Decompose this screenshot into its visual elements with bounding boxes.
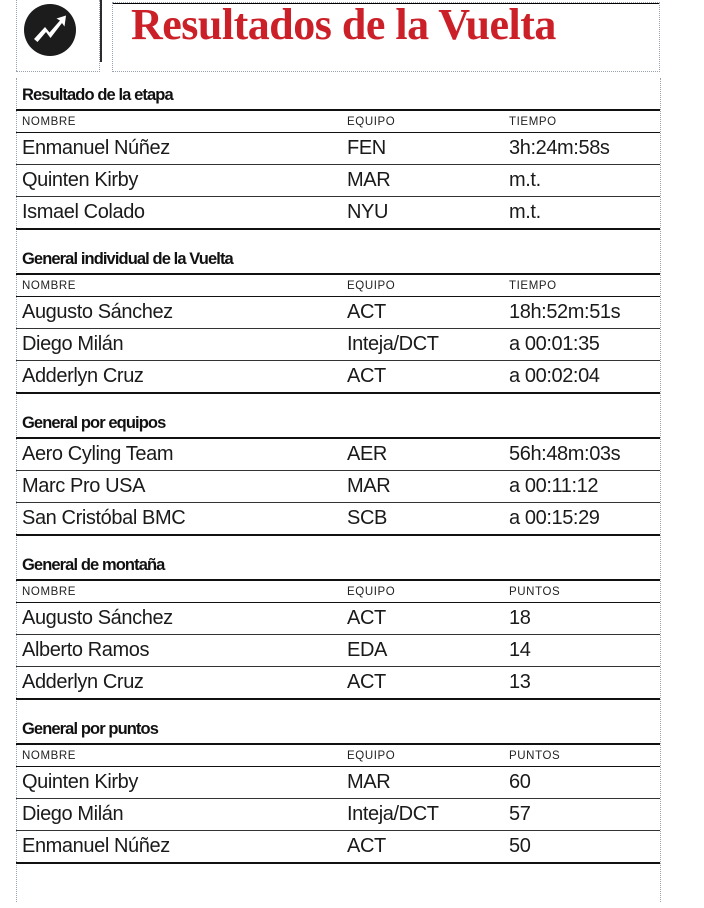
cell-name: Quinten Kirby [16,767,341,799]
cell-name: Quinten Kirby [16,165,341,197]
results-section [16,408,660,536]
column-header-team: EQUIPO [341,111,503,133]
results-table [16,745,660,864]
cell-value: 3h:24m:58s [503,133,660,165]
table-row [16,439,660,471]
cell-name: Alberto Ramos [16,635,341,667]
table-row [16,471,660,503]
cell-team: Inteja/DCT [341,799,503,831]
cell-team: EDA [341,635,503,667]
cell-team: NYU [341,197,503,230]
column-header-name: NOMBRE [16,111,341,133]
table-row [16,329,660,361]
cell-value: a 00:02:04 [503,361,660,394]
section-gap [16,394,660,408]
section-title: General por equipos [16,408,660,439]
table-row [16,603,660,635]
logo-frame [16,0,100,72]
section-title: General individual de la Vuelta [16,244,660,275]
cell-team: SCB [341,503,503,536]
results-table [16,581,660,700]
table-header-row [16,275,660,297]
cell-name: San Cristóbal BMC [16,503,341,536]
table-row [16,297,660,329]
cell-name: Adderlyn Cruz [16,667,341,700]
cell-value: m.t. [503,165,660,197]
masthead-divider [100,0,102,62]
cell-value: a 00:11:12 [503,471,660,503]
section-gap [16,536,660,550]
lightning-bolt-circle-logo-icon [22,2,78,58]
column-header-name: NOMBRE [16,581,341,603]
cell-value: a 00:15:29 [503,503,660,536]
results-table [16,275,660,394]
column-header-team: EQUIPO [341,581,503,603]
section-gap [16,700,660,714]
table-row [16,165,660,197]
column-header-value: TIEMPO [503,111,660,133]
table-header-row [16,111,660,133]
cell-team: Inteja/DCT [341,329,503,361]
column-header-value: TIEMPO [503,275,660,297]
section-gap [16,230,660,244]
column-header-value: PUNTOS [503,581,660,603]
title-frame [112,2,660,72]
table-row [16,831,660,864]
cell-name: Diego Milán [16,329,341,361]
cell-team: MAR [341,767,503,799]
cell-team: ACT [341,297,503,329]
table-row [16,197,660,230]
cell-team: ACT [341,667,503,700]
table-header-row [16,581,660,603]
table-row [16,503,660,536]
cell-name: Adderlyn Cruz [16,361,341,394]
page-title: Resultados de la Vuelta [131,0,556,49]
cell-value: 13 [503,667,660,700]
cell-team: MAR [341,165,503,197]
cell-value: 56h:48m:03s [503,439,660,471]
cell-name: Enmanuel Núñez [16,133,341,165]
cell-value: 60 [503,767,660,799]
cell-value: 18 [503,603,660,635]
results-section [16,244,660,394]
cell-team: MAR [341,471,503,503]
cell-name: Aero Cyling Team [16,439,341,471]
section-title: Resultado de la etapa [16,80,660,111]
cell-team: ACT [341,361,503,394]
cell-name: Ismael Colado [16,197,341,230]
table-row [16,799,660,831]
cell-name: Augusto Sánchez [16,603,341,635]
column-header-value: PUNTOS [503,745,660,767]
cell-value: 50 [503,831,660,864]
results-section [16,80,660,230]
cell-team: AER [341,439,503,471]
cell-value: 18h:52m:51s [503,297,660,329]
results-table [16,111,660,230]
cell-team: ACT [341,603,503,635]
section-title: General de montaña [16,550,660,581]
cell-name: Diego Milán [16,799,341,831]
results-table [16,439,660,536]
table-row [16,635,660,667]
cell-team: FEN [341,133,503,165]
cell-value: 14 [503,635,660,667]
column-header-team: EQUIPO [341,745,503,767]
table-header-row [16,745,660,767]
column-header-name: NOMBRE [16,275,341,297]
table-row [16,667,660,700]
section-title: General por puntos [16,714,660,745]
table-row [16,133,660,165]
table-row [16,767,660,799]
results-sections [16,80,660,864]
cell-name: Marc Pro USA [16,471,341,503]
masthead [0,0,704,78]
cell-name: Augusto Sánchez [16,297,341,329]
column-header-team: EQUIPO [341,275,503,297]
column-header-name: NOMBRE [16,745,341,767]
results-section [16,550,660,700]
cell-value: a 00:01:35 [503,329,660,361]
cell-value: m.t. [503,197,660,230]
cell-value: 57 [503,799,660,831]
cell-name: Enmanuel Núñez [16,831,341,864]
layout-guide-right [660,78,661,902]
cell-team: ACT [341,831,503,864]
results-section [16,714,660,864]
table-row [16,361,660,394]
